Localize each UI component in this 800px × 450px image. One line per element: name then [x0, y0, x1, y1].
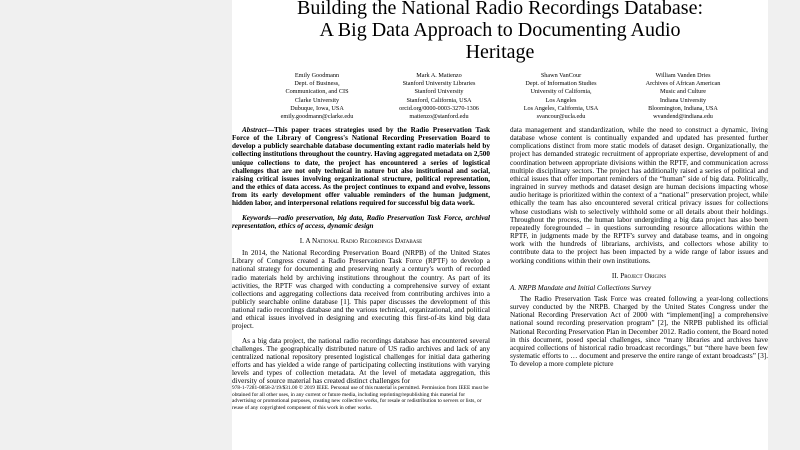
subsection-heading: A. NRPB Mandate and Initial Collections Survey: [510, 283, 652, 292]
left-column: [232, 126, 490, 386]
section-heading: I. A National Radio Recordings Database: [299, 236, 423, 245]
author-affiliation: Communication, and CIS: [285, 88, 349, 96]
author-email: matienzo@stanford.edu: [409, 113, 469, 121]
author-affiliation: Clarke University: [294, 96, 340, 104]
author-block: [252, 72, 382, 121]
paper-title: [232, 0, 768, 63]
author-affiliation: Dept. of Business,: [294, 80, 340, 88]
author-location: Dubuque, Iowa, USA: [290, 104, 344, 112]
body-paragraph: The Radio Preservation Task Force was created following a year-long collections survey conducted by the NRPB. Charged by the United States Congress under the National Recording Preservation Act of 2000 with “implement[ing] a comprehensive national sound recording preservation program” [2], the NRPB published its official National Recording Preservation Plan in December 2012. Radio content, the Board noted in this document, posed special challenges, since “many libraries and archives have acquired collections of historical radio broadcast recordings,” but “there have been few systematic efforts to … document and preserve the entire range of extant broadcasts” [3]. To develop a more complete picture: [510, 294, 768, 369]
copyright-footnote: 978-1-7281-0858-2/19/$31.00 © 2019 IEEE. Personal use of this material is permitted. Permission from IEEE must be obtained for all other uses, in any current or future media, including reprinting/republishing this material for advertising or promotional purposes, creating new collective works, for resale or redistribution to servers or lists, or reuse of any copyrighted component of this work in other works.: [232, 385, 489, 411]
author-affiliation: Dept. of Information Studies: [525, 80, 597, 88]
keywords: Keywords—radio preservation, big data, Radio Preservation Task Force, archival representation, ethics of access, dynamic design: [232, 213, 490, 230]
author-affiliation: Stanford University Libraries: [402, 80, 476, 88]
title-line: Building the National Radio Recordings Database:: [296, 0, 704, 19]
body-paragraph: As a big data project, the national radio recordings database has encountered several challenges. The geographically distributed nature of US radio archives and lack of any centralized national repository presented logistical challenges for initial data gathering efforts and has yielded a wide range of participating collecting institutions with varying levels and types of collection metadata. At the level of metadata aggregation, this diversity of source material has created distinct challenges for: [232, 336, 490, 386]
author-block: [374, 72, 504, 121]
author-affiliation: Stanford University: [414, 88, 464, 96]
author-orcid: orcid.org/0000-0003-3270-1306: [399, 104, 479, 112]
author-email: emily.goodmann@clarke.edu: [280, 113, 354, 121]
paper-page: [232, 0, 768, 450]
abstract-text: —This paper traces strategies used by the Radio Preservation Task Force of the Library of Congress's National Recording Preservation Board to develop a publicly searchable database documenting extant radio materials held by collecting institutions throughout the country. Having aggregated metadata on 2,500 unique collections to date, the project has encountered a series of logistical challenges that are not only technical in nature but also institutional and social, raising critical issues involving organizational structure, political representation, and the ethics of data access. As the project continues to expand and evolve, lessons from its early development offer valuable reminders of the human judgment, hidden labor, and interpersonal relations required for successful big data work.: [232, 126, 490, 208]
author-affiliation: Music and Culture: [659, 88, 707, 96]
author-block: [496, 72, 626, 121]
body-paragraph: In 2014, the National Recording Preservation Board (NRPB) of the United States Library of Congress created a Radio Preservation Task Force (RPTF) to develop a national strategy for documenting and preserving nearly a century's worth of recorded radio materials held by archiving institutions throughout the country. As part of its activities, the RPTF was charged with conducting a comprehensive survey of extant collections and aggregating collections data received from contributing archives into a publicly searchable online database [1]. This paper discusses the development of this national radio recordings database and the various technical, organizational, and political and ethical issues involved in designing and executing this first-of-its kind big data project.: [232, 249, 490, 331]
abstract-label: Abstract: [242, 126, 267, 134]
author-name: Mark A. Matienzo: [416, 72, 462, 79]
author-affiliation: Los Angeles: [545, 96, 577, 104]
section-heading: II. Project Origins: [611, 271, 667, 280]
author-block: [618, 72, 748, 121]
abstract: [232, 126, 490, 208]
author-email: wvandend@indiana.edu: [653, 113, 713, 121]
author-name: William Vanden Dries: [655, 72, 711, 79]
title-line: Heritage: [465, 41, 535, 63]
author-affiliation: Indiana University: [659, 96, 707, 104]
author-location: Stanford, California, USA: [406, 96, 472, 104]
title-line: A Big Data Approach to Documenting Audio: [319, 19, 681, 41]
right-column: [510, 126, 768, 368]
author-location: Bloomington, Indiana, USA: [648, 104, 718, 112]
author-affiliation: University of California,: [530, 88, 592, 96]
author-affiliation: Archives of African American: [645, 80, 721, 88]
author-name: Emily Goodmann: [294, 72, 340, 79]
author-email: svancour@ucla.edu: [536, 113, 586, 121]
body-paragraph: data management and standardization, while the need to construct a dynamic, living database whose content is continually expanded and updated has presented further complications distinct from more static models of dataset design. Organizationally, the project has demanded strategic recruitment of appropriate expertise, development of and coordination between appropriate divisions within the RPTF, and communication across multiple disciplinary sectors. The project has additionally raised a series of political and ethical issues that offer important reminders of the “human” side of big data. Politically, ingrained in survey methods and dataset design are human decisions impacting whose audio heritage is prioritized within the context of a “national” preservation project, while ethically the team has also encountered several critical privacy issues for collections whose custodians wish to selectively withhold some or all details about their holdings. Throughout the process, the human labor undergirding a big data project has also been repeatedly foregrounded – in questions surrounding resource allocations within the RPTF, in judgments made by the RPTF's survey and database teams, and in ongoing work with the hundreds of librarians, archivists, and collectors whose ability to contribute data to the project has been impacted by a wide range of labor issues and working conditions within their own institutions.: [510, 126, 768, 265]
author-name: Shawn VanCour: [540, 72, 582, 79]
author-location: Los Angeles, California, USA: [523, 104, 599, 112]
